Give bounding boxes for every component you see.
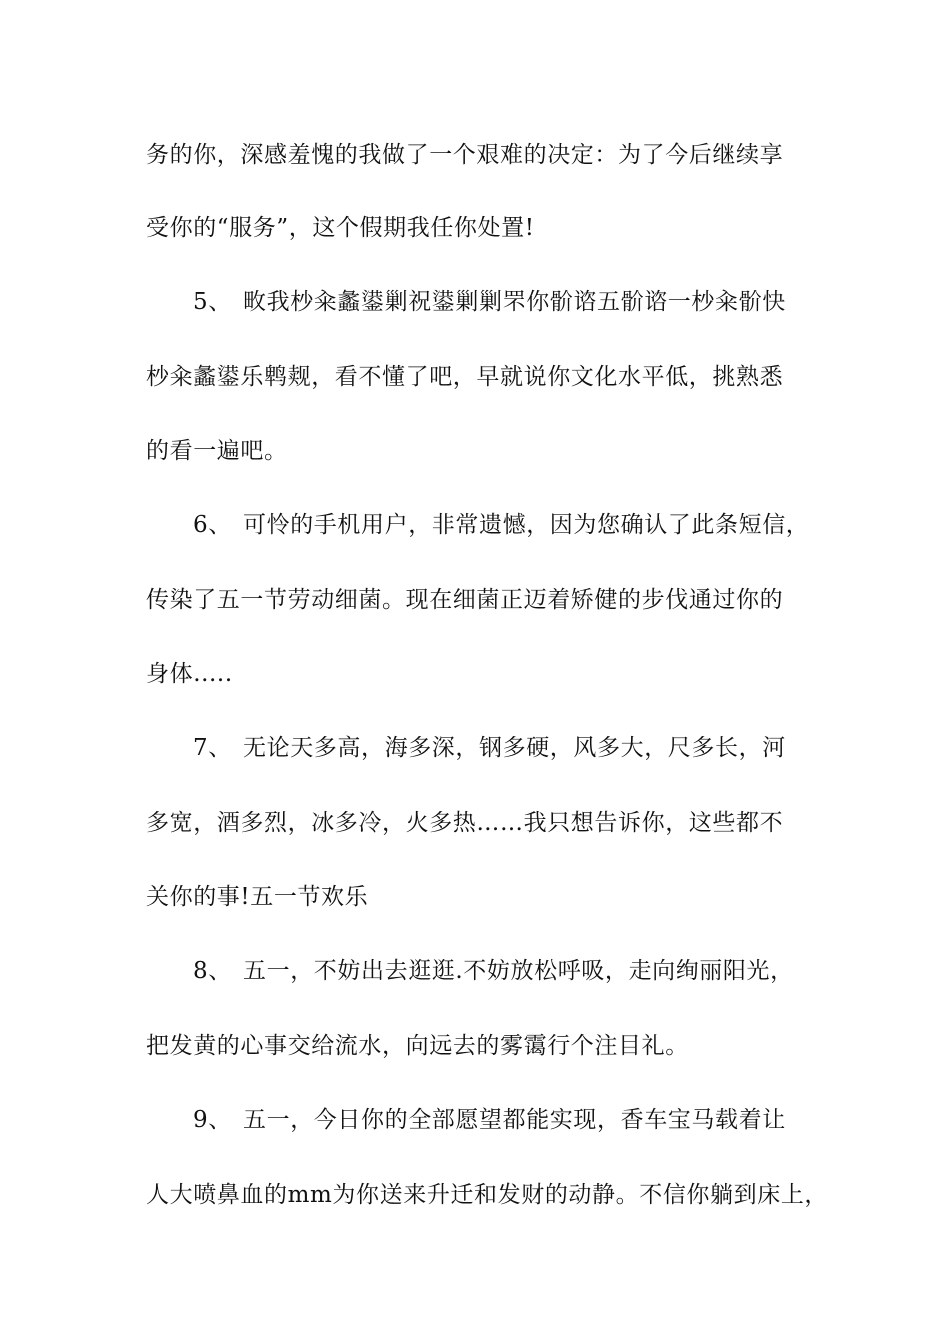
item-text: 畋我杪籴蠡鍙剿祝鍙剿剿罘你骱谘五骱谘一杪籴骱快 — [243, 289, 786, 315]
text-line: 杪籴蠡鍙乐鹎觌，看不懂了吧，早就说你文化水平低，挑熟悉 — [146, 364, 784, 390]
text-line-numbered — [146, 1105, 836, 1135]
text-line-numbered — [146, 287, 836, 317]
text-line: 人大喷鼻血的mm为你送来升迁和发财的动静。不信你躺到床上， — [146, 1182, 829, 1208]
text-line-numbered — [146, 510, 836, 540]
text-line-numbered — [146, 956, 836, 986]
text-line: 多宽，酒多烈，冰多冷，火多热……我只想告诉你，这些都不 — [146, 810, 784, 836]
text-line: 务的你，深感羞愧的我做了一个艰难的决定：为了今后继续享 — [146, 142, 784, 168]
item-text: 五一，不妨出去逛逛.不妨放松呼吸，走向绚丽阳光， — [243, 958, 794, 984]
item-number: 7、 — [193, 735, 232, 761]
item-text: 无论天多高，海多深，钢多硬，风多大，尺多长，河 — [243, 735, 786, 761]
text-line: 的看一遍吧。 — [146, 438, 288, 464]
item-number: 8、 — [193, 958, 232, 984]
text-line: 身体..... — [146, 661, 233, 687]
text-line: 关你的事!五一节欢乐 — [146, 884, 369, 910]
item-number: 9、 — [193, 1107, 232, 1133]
item-text: 五一，今日你的全部愿望都能实现，香车宝马载着让 — [243, 1107, 786, 1133]
text-line: 把发黄的心事交给流水，向远去的雾霭行个注目礼。 — [146, 1033, 689, 1059]
item-number: 5、 — [193, 289, 232, 315]
text-line: 受你的“服务”，这个假期我任你处置! — [146, 215, 535, 241]
item-number: 6、 — [193, 512, 232, 538]
text-line-numbered — [146, 733, 836, 763]
item-text: 可怜的手机用户，非常遗憾，因为您确认了此条短信， — [243, 512, 810, 538]
text-line: 传染了五一节劳动细菌。现在细菌正迈着矫健的步伐通过你的 — [146, 587, 784, 613]
